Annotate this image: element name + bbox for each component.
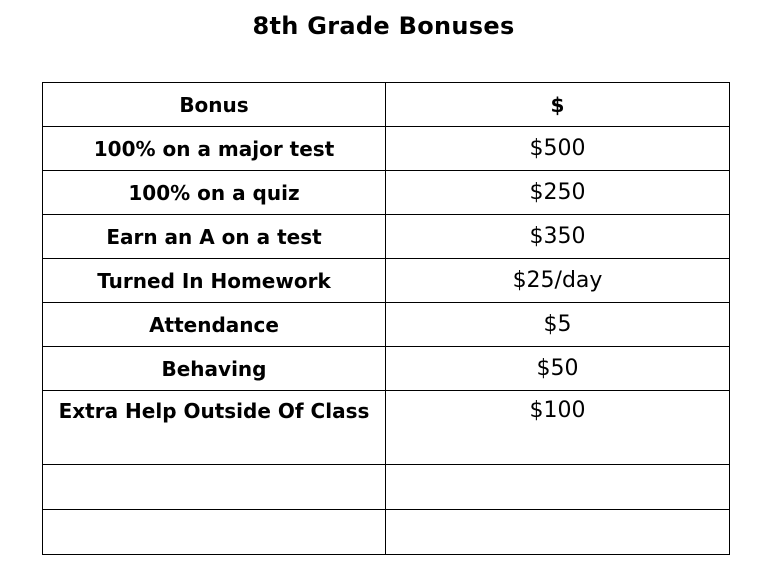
amount-cell: $100	[386, 391, 730, 465]
amount-cell: $500	[386, 127, 730, 171]
amount-cell: $350	[386, 215, 730, 259]
table-row	[43, 347, 730, 391]
table-row	[43, 303, 730, 347]
table-row-empty	[43, 510, 730, 555]
amount-cell	[386, 510, 730, 555]
amount-cell	[386, 465, 730, 510]
table-row-empty	[43, 465, 730, 510]
column-header-bonus: Bonus	[43, 83, 386, 127]
bonus-cell	[43, 510, 386, 555]
amount-cell: $250	[386, 171, 730, 215]
bonus-cell: Behaving	[43, 347, 386, 391]
bonus-cell: 100% on a major test	[43, 127, 386, 171]
bonus-table	[42, 82, 730, 555]
column-header-amount: $	[386, 83, 730, 127]
table-row	[43, 391, 730, 465]
table-row	[43, 171, 730, 215]
page-title: 8th Grade Bonuses	[252, 12, 515, 40]
bonus-cell: Turned In Homework	[43, 259, 386, 303]
amount-cell: $50	[386, 347, 730, 391]
amount-cell: $25/day	[386, 259, 730, 303]
bonus-cell: Attendance	[43, 303, 386, 347]
table-row	[43, 127, 730, 171]
bonus-cell	[43, 465, 386, 510]
bonus-cell: Earn an A on a test	[43, 215, 386, 259]
table-header-row	[43, 83, 730, 127]
bonus-cell: 100% on a quiz	[43, 171, 386, 215]
bonus-cell: Extra Help Outside Of Class	[43, 391, 386, 465]
amount-cell: $5	[386, 303, 730, 347]
table-row	[43, 215, 730, 259]
table-row	[43, 259, 730, 303]
